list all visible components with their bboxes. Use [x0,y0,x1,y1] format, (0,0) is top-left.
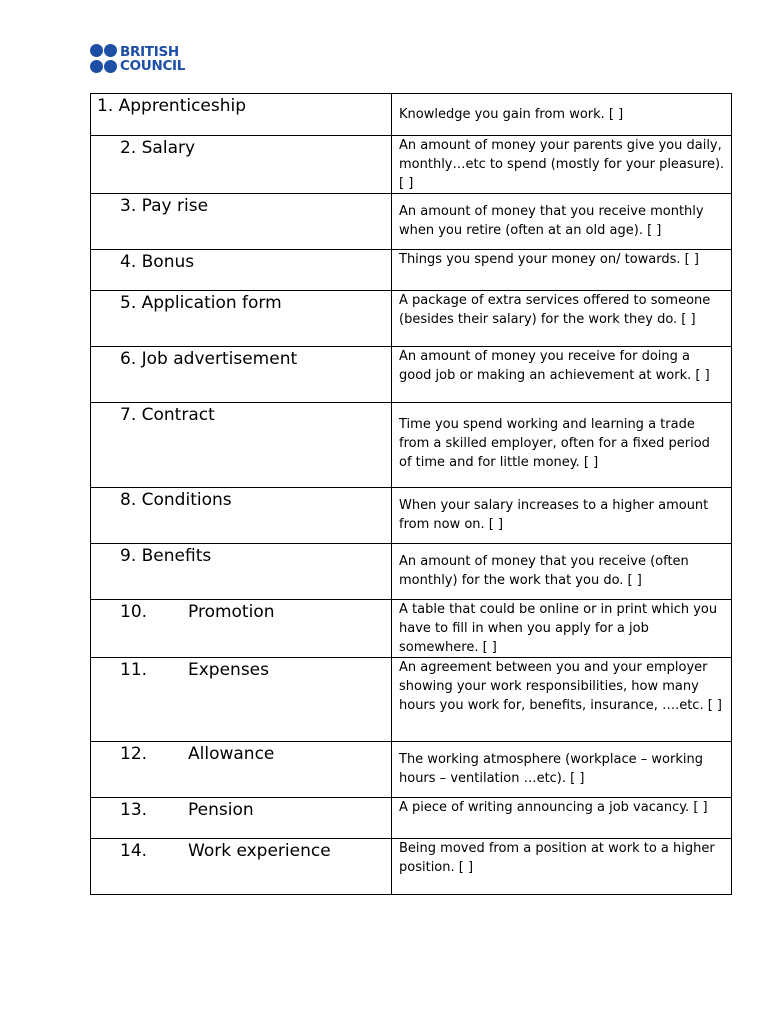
logo-line-1: BRITISH [120,43,179,60]
term-cell [91,136,392,194]
logo-line-2: COUNCIL [120,57,186,74]
table-row [91,544,732,600]
term-number: 13. [120,800,148,820]
term-cell [91,94,392,136]
term-number: 11. [120,660,148,680]
table-row [91,403,732,488]
definition-text: An amount of money that you receive (often monthly) for the work that you do. [ ] [399,554,689,588]
table-row [91,94,732,136]
term-word: Expenses [188,660,269,680]
table-row [91,798,732,839]
term-cell [91,250,392,291]
term-cell [91,544,392,600]
table-row [91,291,732,347]
term-word: Conditions [141,490,232,510]
definition-cell [392,403,732,488]
table-row [91,347,732,403]
definition-text: An amount of money your parents give you daily, monthly…etc to spend (mostly for your pleasure). [ ] [399,138,725,191]
table-row [91,742,732,798]
term-cell [91,742,392,798]
table-row [91,250,732,291]
term-word: Pension [188,800,254,820]
definition-cell [392,742,732,798]
british-council-logo [90,44,185,73]
definition-text: When your salary increases to a higher amount from now on. [ ] [399,498,709,532]
term-number: 4. [120,252,137,272]
logo-dots-icon [90,44,116,73]
term-word: Salary [141,138,196,158]
logo-text [120,45,185,73]
definition-cell [392,250,732,291]
term-number: 6. [120,349,137,369]
definition-cell [392,194,732,250]
term-word: Benefits [141,546,212,566]
definition-text: Knowledge you gain from work. [ ] [399,107,624,122]
term-number: 2. [120,138,137,158]
matching-table [90,93,732,895]
definition-cell [392,136,732,194]
term-cell [91,403,392,488]
definition-cell [392,94,732,136]
term-number: 12. [120,744,148,764]
term-number: 7. [120,405,137,425]
definition-cell [392,291,732,347]
definition-cell [392,488,732,544]
definition-text: Things you spend your money on/ towards. [ ] [399,252,699,267]
term-number: 9. [120,546,137,566]
term-number: 1. [97,96,114,116]
term-cell [91,194,392,250]
table-row [91,658,732,742]
term-cell [91,488,392,544]
table-row [91,194,732,250]
definition-cell [392,600,732,658]
term-cell [91,347,392,403]
term-cell [91,658,392,742]
term-cell [91,600,392,658]
term-word: Application form [141,293,282,313]
definition-text: An amount of money that you receive monthly when you retire (often at an old age). [ ] [399,204,704,238]
term-word: Work experience [188,841,331,861]
definition-text: Time you spend working and learning a trade from a skilled employer, often for a fixed period of time and for little money. [ ] [399,417,710,470]
term-word: Promotion [188,602,275,622]
definition-text: Being moved from a position at work to a higher position. [ ] [399,841,715,875]
term-word: Pay rise [141,196,209,216]
term-number: 8. [120,490,137,510]
term-word: Apprenticeship [118,96,247,116]
table-row [91,839,732,895]
definition-text: An agreement between you and your employer showing your work responsibilities, how many hours you work for, benefits, insurance, ….etc. [ ] [399,660,722,713]
term-number: 5. [120,293,137,313]
term-number: 10. [120,602,148,622]
definition-cell [392,798,732,839]
definition-text: The working atmosphere (workplace – working hours – ventilation …etc). [ ] [399,752,703,786]
term-number: 3. [120,196,137,216]
table-row [91,136,732,194]
table-row [91,488,732,544]
definition-text: An amount of money you receive for doing a good job or making an achievement at work. [ ] [399,349,710,383]
term-word: Allowance [188,744,275,764]
definition-text: A piece of writing announcing a job vacancy. [ ] [399,800,708,815]
term-cell [91,291,392,347]
term-word: Bonus [141,252,195,272]
term-cell [91,798,392,839]
table-row [91,600,732,658]
definition-cell [392,544,732,600]
definition-text: A table that could be online or in print which you have to fill in when you apply for a job somewhere. [ ] [399,602,718,655]
term-word: Contract [141,405,215,425]
term-number: 14. [120,841,148,861]
definition-cell [392,347,732,403]
term-cell [91,839,392,895]
term-word: Job advertisement [141,349,298,369]
definition-text: A package of extra services offered to someone (besides their salary) for the work they do. [ ] [399,293,711,327]
definition-cell [392,839,732,895]
definition-cell [392,658,732,742]
